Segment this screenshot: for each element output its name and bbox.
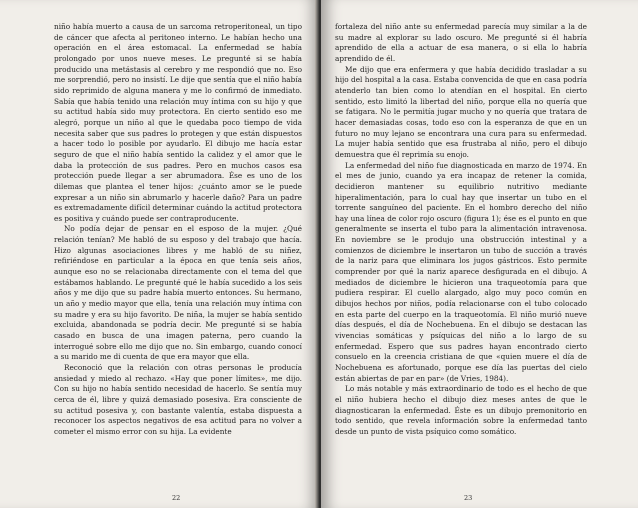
paragraph: Reconoció que la relación con otras personas le producía ansiedad y miedo al rechazo. «Hay que poner límites», me dijo. Con su hijo no había sentido necesidad de hacerlo. Se sentía muy cerca de él, libre y quizá demasiado posesiva. Era consciente de su actitud posesiva y, con bastante valentía, estaba dispuesta a reconocer los aspectos negativos de esa actitud para no volver a cometer el mismo error con su hija. La evidente [54, 363, 302, 436]
paragraph: fortaleza del niño ante su enfermedad parecía muy similar a la de su madre al explorar su lado oscuro. Me pregunté si él habría aprendido de ella a actuar de esa manera, o si ella lo habría aprendido de él. [335, 22, 587, 63]
page-number: 22 [172, 494, 181, 502]
right-page-text [335, 22, 587, 438]
right-page [321, 0, 638, 508]
left-page-text [54, 22, 302, 438]
page-number: 23 [464, 494, 473, 502]
paragraph: Me dijo que era enfermera y que había decidido trasladar a su hijo del hospital a la casa. Estaba convencida de que en casa podría atenderlo tan bien como lo atendían en el hospital. En cierto sentido, esto limitó la libertad del niño, porque ella no quería que se fatigara. No le permitía jugar mucho y no quería que tratara de hacer demasiadas cosas, todo eso con la esperanza de que en un futuro no muy lejano se encontrara una cura para su enfermedad. La mujer había sentido que esa frustraba al niño, pero el dibujo demuestra que él reprimía su enojo. [335, 64, 587, 159]
paragraph: La enfermedad del niño fue diagnosticada en marzo de 1974. En el mes de junio, cuando ya era incapaz de retener la comida, decidieron mantener su equilibrio nutritivo mediante hiperalimentación, para lo cual hay que insertar un tubo en el torrente sanguíneo del paciente. En el hombro derecho del niño hay una línea de color rojo oscuro (figura 1); ése es el punto en que generalmente se inserta el tubo para la alimentación intravenosa. En noviembre se le produjo una obstrucción intestinal y a comienzos de diciembre le insertaron un tubo de succión a través de la nariz para que eliminara los jugos gástricos. Esto permite comprender por qué la nariz aparece desfigurada en el dibujo. A mediados de diciembre le hicieron una traqueotomía para que pudiera respirar. El cuello alargado, algo muy poco común en dibujos hechos por niños, podía relacionarse con el tubo colocado en esta parte del cuerpo en la traqueotomía. El niño murió nueve días después, el día de Nochebuena. En el dibujo se destacan las vivencias somáticas y psíquicas del niño a lo largo de su enfermedad. Espero que sus padres hayan encontrado cierto consuelo en la creencia cristiana de que «quien muere el día de Nochebuena es afortunado, porque ese día las puertas del cielo están abiertas de par en par» (de Vries, 1984). [335, 160, 587, 383]
paragraph: No podía dejar de pensar en el esposo de la mujer. ¿Qué relación tenían? Me habló de su esposo y del trabajo que hacía. Hizo algunas asociaciones libres y me habló de su niñez, refiriéndose en particular a la época en que tenía seis años, aunque eso no se relacionaba directamente con el tema del que estábamos hablando. Le pregunté qué le había sucedido a los seis años y me dijo que su padre había muerto entonces. Su hermano, un año y medio mayor que ella, tenía una relación muy íntima con su madre y era su hijo favorito. De niña, la mujer se había sentido excluida, abandonada se podría decir. Me pregunté si se había casado en busca de una imagen paterna, pero cuando la interrogué sobre ello me dijo que no. Sin embargo, cuando conocí a su marido me di cuenta de que era mayor que ella. [54, 224, 302, 362]
paragraph: niño había muerto a causa de un sarcoma retroperitoneal, un tipo de cáncer que afecta al peritoneo interno. Le habían hecho una operación en el área estomacal. La enfermedad se había prolongado por unos nueve meses. Le pregunté si se había producido una metástasis al cerebro y me respondió que no. Eso me sorprendió, pero no insistí. Le dije que sentía que el niño había sido reprimido de alguna manera y me lo confirmó de inmediato. Sabía que había tenido una relación muy íntima con su hijo y que su actitud había sido muy protectora. En cierto sentido eso me alegró, porque un niño al que le quedaba poco tiempo de vida necesita saber que sus padres lo protegen y que están dispuestos a hacer todo lo posible por ayudarlo. El dibujo me hacía estar seguro de que el niño había sentido la calidez y el amor que le daba la protección de sus padres. Pero en muchos casos esa protección puede llegar a ser abrumadora. Ése es uno de los dilemas que plantea el tener hijos: ¿cuánto amor se le puede expresar a un niño sin abrumarlo y hacerle daño? Para un padre es extremadamente difícil determinar cuándo la actitud protectora es positiva y cuándo puede ser contraproducente. [54, 22, 302, 223]
paragraph: Lo más notable y más extraordinario de todo es el hecho de que el niño hubiera hecho el dibujo diez meses antes de que le diagnosticaran la enfermedad. Éste es un dibujo premonitorio en todo sentido, que revela información sobre la enfermedad tanto desde un punto de vista psíquico como somático. [335, 384, 587, 436]
